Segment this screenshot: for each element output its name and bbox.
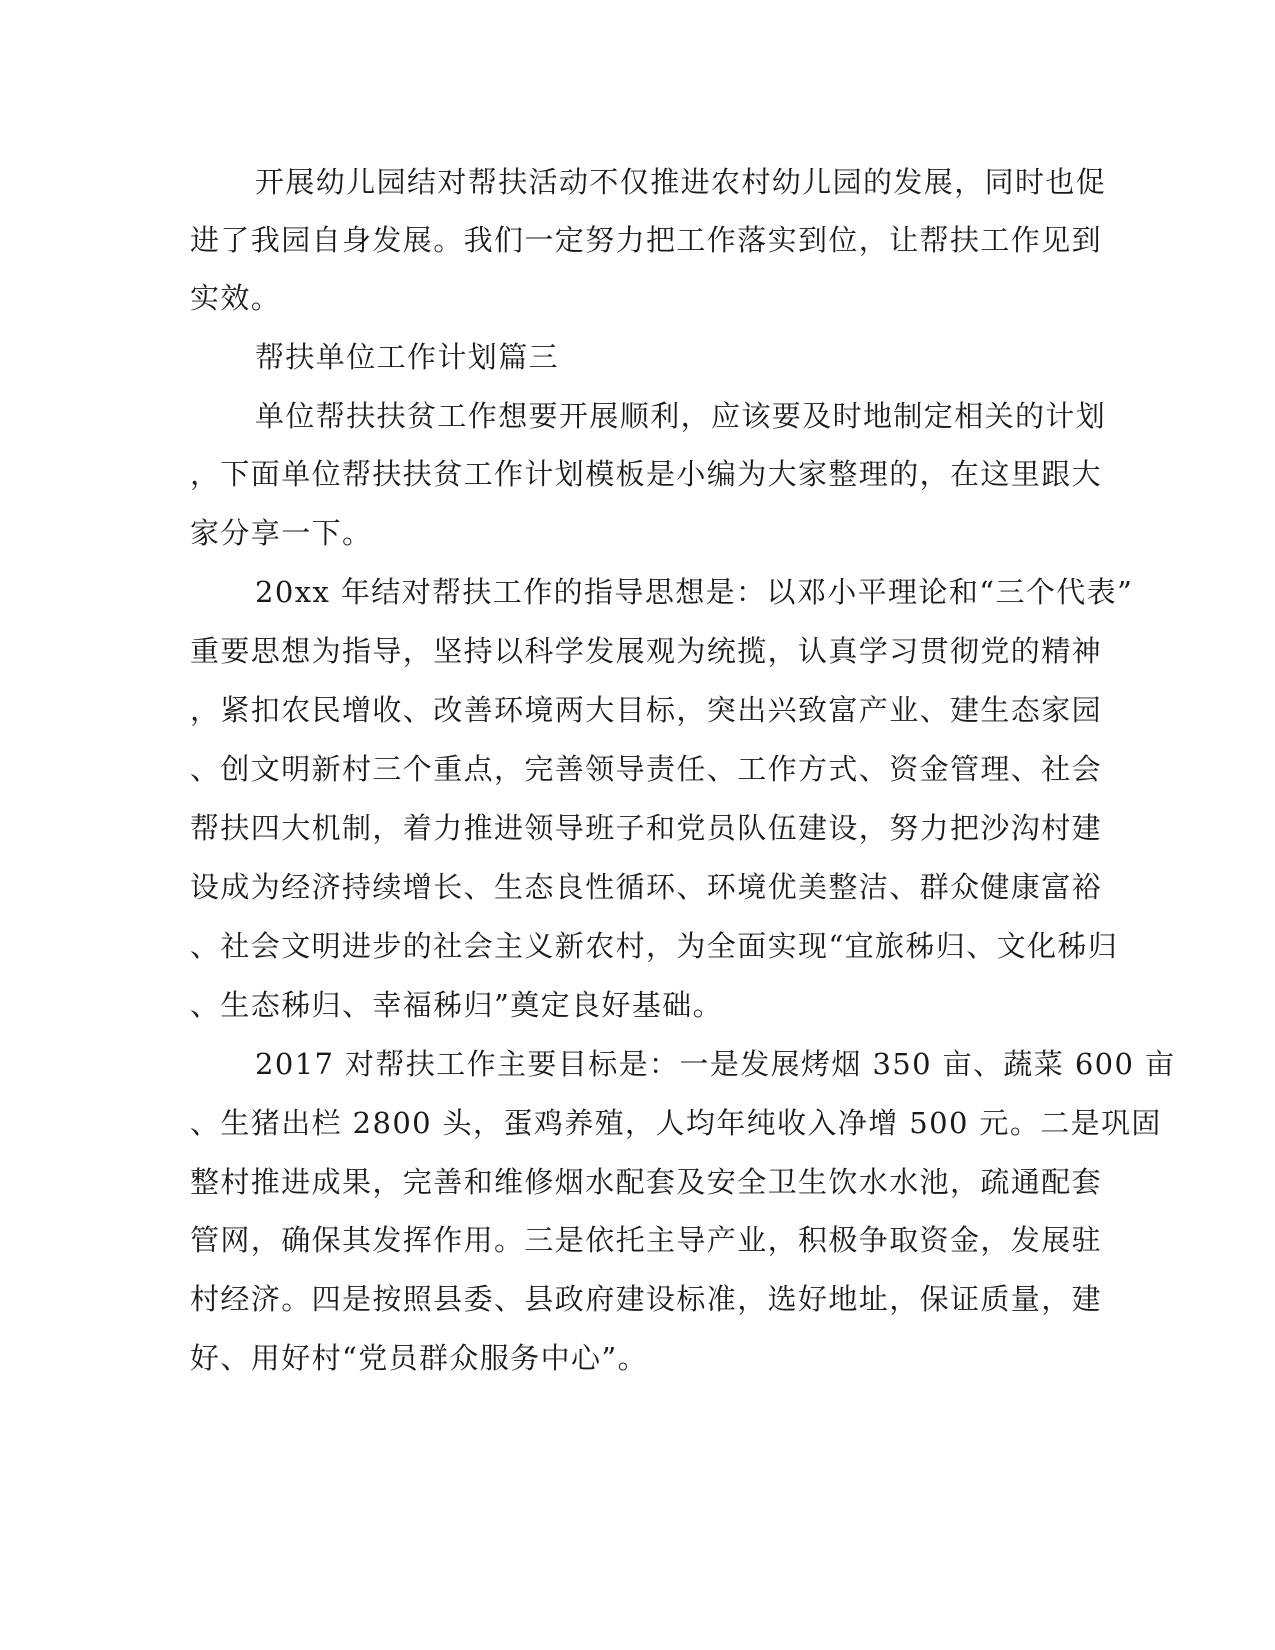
- paragraph-3-line-5: 帮扶四大机制，着力推进领导班子和党员队伍建设，努力把沙沟村建: [190, 811, 1103, 845]
- paragraph-2-line-2: ，下面单位帮扶扶贫工作计划模板是小编为大家整理的，在这里跟大: [190, 457, 1103, 491]
- paragraph-4-line-5: 村经济。四是按照县委、县政府建设标准，选好地址，保证质量，建: [190, 1282, 1103, 1316]
- paragraph-4-line-3: 整村推进成果，完善和维修烟水配套及安全卫生饮水水池，疏通配套: [190, 1165, 1103, 1199]
- paragraph-3-line-6: 设成为经济持续增长、生态良性循环、环境优美整洁、群众健康富裕: [190, 870, 1103, 904]
- paragraph-1-line-1: 开展幼儿园结对帮扶活动不仅推进农村幼儿园的发展，同时也促: [255, 165, 1107, 199]
- paragraph-4-line-6: 好、用好村“党员群众服务中心”。: [190, 1341, 649, 1375]
- paragraph-3-line-4: 、创文明新村三个重点，完善领导责任、工作方式、资金管理、社会: [190, 752, 1103, 786]
- paragraph-3-line-2: 重要思想为指导，坚持以科学发展观为统揽，认真学习贯彻党的精神: [190, 634, 1103, 668]
- paragraph-3-line-8: 、生态秭归、幸福秭归”奠定良好基础。: [190, 988, 724, 1022]
- paragraph-3-line-3: ，紧扣农民增收、改善环境两大目标，突出兴致富产业、建生态家园: [190, 693, 1103, 727]
- paragraph-2-line-3: 家分享一下。: [190, 516, 373, 550]
- paragraph-3-line-1: 20xx 年结对帮扶工作的指导思想是：以邓小平理论和“三个代表”: [255, 575, 1134, 609]
- section-heading: 帮扶单位工作计划篇三: [255, 340, 560, 374]
- paragraph-2-line-1: 单位帮扶扶贫工作想要开展顺利，应该要及时地制定相关的计划: [255, 399, 1107, 433]
- paragraph-4-line-2: 、生猪出栏 2800 头，蛋鸡养殖，人均年纯收入净增 500 元。二是巩固: [190, 1106, 1162, 1140]
- paragraph-3-line-7: 、社会文明进步的社会主义新农村，为全面实现“宜旅秭归、文化秭归: [190, 929, 1119, 963]
- paragraph-4-line-4: 管网，确保其发挥作用。三是依托主导产业，积极争取资金，发展驻: [190, 1223, 1103, 1257]
- paragraph-4-line-1: 2017 对帮扶工作主要目标是：一是发展烤烟 350 亩、蔬菜 600 亩: [255, 1047, 1176, 1081]
- paragraph-1-line-2: 进了我园自身发展。我们一定努力把工作落实到位，让帮扶工作见到: [190, 223, 1103, 257]
- paragraph-1-line-3: 实效。: [190, 281, 282, 315]
